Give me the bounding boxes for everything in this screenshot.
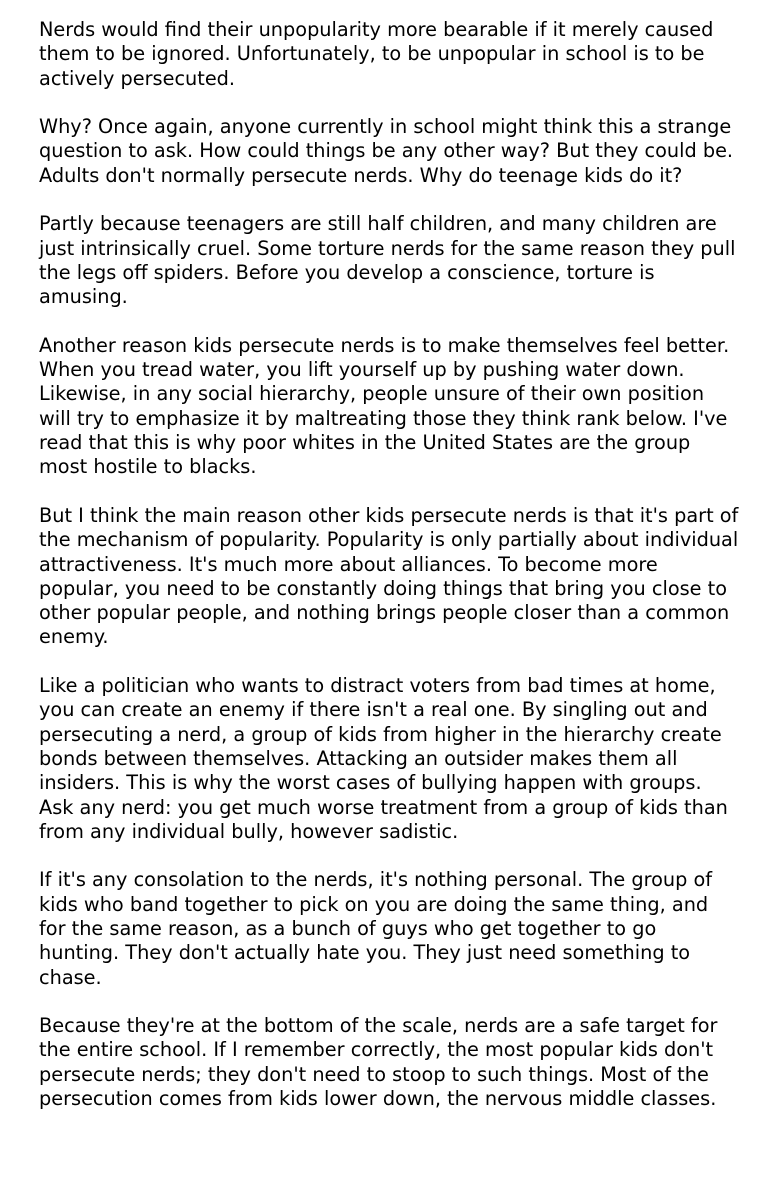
paragraph: Like a politician who wants to distract voters from bad times at home, you can create an enemy if there isn't a real one. By singling out and persecuting a nerd, a group of kids from higher in the hierarchy create bonds between themselves. Attacking an outsider makes them all insiders. This is why the worst cases of bullying happen with groups. Ask any nerd: you get much worse treatment from a group of kids than from any individual bully, however sadistic. bbox=[39, 674, 728, 843]
paragraph: Nerds would find their unpopularity more bearable if it merely caused them to be ignored. Unfortunately, to be unpopular in school is to be actively persecuted. bbox=[39, 18, 714, 90]
paragraph: Another reason kids persecute nerds is to make themselves feel better. When you tread water, you lift yourself up by pushing water down. Likewise, in any social hierarchy, people unsure of their own position will try to emphasize it by maltreating those they think rank below. I've read that this is why poor whites in the United States are the group most hostile to blacks. bbox=[39, 333, 730, 479]
paragraph: Partly because teenagers are still half children, and many children are just intrinsically cruel. Some torture nerds for the same reason they pull the legs off spiders. Before you develop a conscience, torture is amusing. bbox=[39, 212, 736, 309]
paragraph: Because they're at the bottom of the scale, nerds are a safe target for the entire school. If I remember correctly, the most popular kids don't persecute nerds; they don't need to stoop to such things. Most of the persecution comes from kids lower down, the nervous middle classes. bbox=[39, 1014, 718, 1111]
article-body bbox=[39, 18, 739, 1136]
paragraph: Why? Once again, anyone currently in school might think this a strange question to ask. How could things be any other way? But they could be. Adults don't normally persecute nerds. Why do teenage kids do it? bbox=[39, 115, 734, 187]
paragraph: But I think the main reason other kids persecute nerds is that it's part of the mechanism of popularity. Popularity is only partially about individual attractiveness. It's much more about alliances. To become more popular, you need to be constantly doing things that bring you close to other popular people, and nothing brings people closer than a common enemy. bbox=[39, 503, 739, 649]
paragraph: If it's any consolation to the nerds, it's nothing personal. The group of kids who band together to pick on you are doing the same thing, and for the same reason, as a bunch of guys who get together to go hunting. They don't actually hate you. They just need something to chase. bbox=[39, 868, 713, 989]
